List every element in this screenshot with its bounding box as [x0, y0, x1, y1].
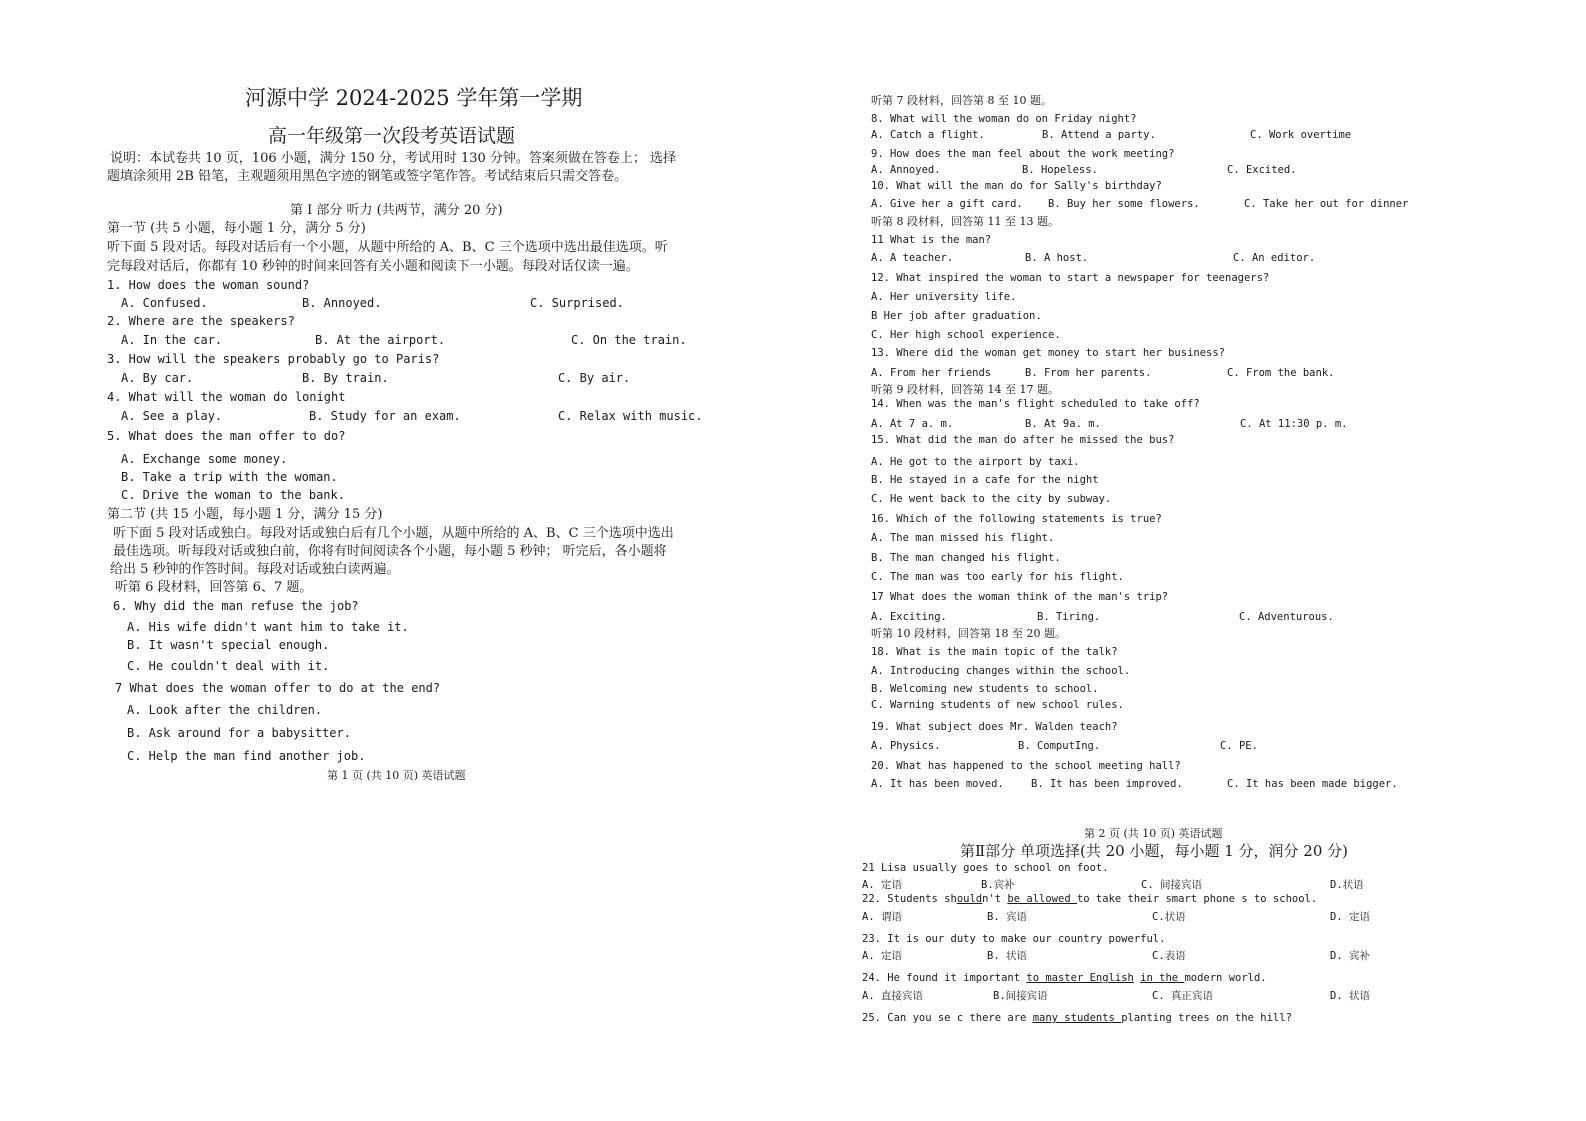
q15-option-a: A. He got to the airport by taxi.: [871, 456, 1080, 468]
question-3: 3. How will the speakers probably go to Paris?: [107, 352, 440, 366]
question-1: 1. How does the woman sound?: [107, 278, 310, 292]
q19-option-c: C. PE.: [1220, 740, 1258, 752]
q7-option-c: C. Help the man find another job.: [127, 749, 366, 763]
question-17: 17 What does the woman think of the man's trip?: [871, 591, 1169, 603]
q2-option-a: A. In the car.: [121, 333, 223, 347]
q22-underline-1: ould: [956, 893, 983, 905]
q12-option-c: C. Her high school experience.: [871, 329, 1061, 341]
q24-underline-1: to master English: [1026, 972, 1134, 984]
part1-heading: 第 I 部分 听力 (共两节，满分 20 分): [290, 203, 503, 218]
q18-option-b: B. Welcoming new students to school.: [871, 683, 1099, 695]
q22-option-b: B. 宾语: [987, 911, 1027, 923]
question-11: 11 What is the man?: [871, 234, 992, 246]
q23-option-b: B. 状语: [987, 950, 1027, 962]
q10-option-c: C. Take her out for dinner: [1244, 198, 1409, 210]
q21-option-a: A. 定语: [862, 879, 902, 891]
q8-option-c: C. Work overtime: [1250, 129, 1352, 141]
q13-option-a: A. From her friends: [871, 367, 992, 379]
material-6-label: 听第 6 段材料，回答第 6、7 题。: [115, 580, 313, 595]
q22-option-c: C.状语: [1152, 911, 1186, 923]
q21-option-b: B.宾补: [981, 879, 1015, 891]
question-4: 4. What will the woman do lonight: [107, 390, 346, 404]
page-title: 河源中学 2024-2025 学年第一学期: [245, 86, 583, 110]
q11-option-a: A. A teacher.: [871, 252, 954, 264]
section1-heading: 第一节 (共 5 小题，每小题 1 分，满分 5 分): [107, 221, 366, 236]
question-8: 8. What will the woman do on Friday night?: [871, 113, 1137, 125]
q1-option-a: A. Confused.: [121, 296, 208, 310]
question-7: 7 What does the woman offer to do at the end?: [115, 681, 441, 695]
question-18: 18. What is the main topic of the talk?: [871, 646, 1118, 658]
q1-option-b: B. Annoyed.: [302, 296, 382, 310]
q18-option-c: C. Warning students of new school rules.: [871, 699, 1124, 711]
q24-underline-2: in the: [1140, 972, 1185, 984]
q24-option-b: B.间接宾语: [993, 990, 1048, 1002]
q6-option-c: C. He couldn't deal with it.: [127, 659, 330, 673]
q23-option-a: A. 定语: [862, 950, 902, 962]
question-2: 2. Where are the speakers?: [107, 314, 295, 328]
q22-text-end: to take their smart phone s to school.: [1076, 893, 1318, 905]
q12-option-b: B Her job after graduation.: [871, 310, 1042, 322]
question-20: 20. What has happened to the school meeting hall?: [871, 760, 1181, 772]
q12-option-a: A. Her university life.: [871, 291, 1017, 303]
instructions-line-1: 说明：本试卷共 10 页，106 小题，满分 150 分，考试用时 130 分钟。答案须做在答卷上； 选择: [110, 151, 677, 166]
q19-option-b: B. ComputIng.: [1018, 740, 1101, 752]
q22-option-d: D. 定语: [1330, 911, 1370, 923]
q4-option-c: C. Relax with music.: [558, 409, 703, 423]
q7-option-a: A. Look after the children.: [127, 703, 323, 717]
q7-option-b: B. Ask around for a babysitter.: [127, 726, 351, 740]
q25-text-start: 25. Can you se c there are: [862, 1012, 1033, 1024]
q17-option-c: C. Adventurous.: [1239, 611, 1334, 623]
question-24: [862, 972, 1267, 984]
q3-option-c: C. By air.: [558, 371, 631, 385]
q8-option-b: B. Attend a party.: [1042, 129, 1156, 141]
page-1-footer: 第 1 页 (共 10 页) 英语试题: [327, 769, 466, 782]
q9-option-c: C. Excited.: [1227, 164, 1297, 176]
q25-text-end: planting trees on the hill?: [1121, 1012, 1292, 1024]
question-22: [862, 893, 1317, 905]
question-13: 13. Where did the woman get money to start her business?: [871, 347, 1226, 359]
q4-option-b: B. Study for an exam.: [309, 409, 461, 423]
q18-option-a: A. Introducing changes within the school.: [871, 665, 1131, 677]
question-14: 14. When was the man's flight scheduled to take off?: [871, 398, 1200, 410]
q5-option-a: A. Exchange some money.: [121, 452, 288, 466]
section1-instructions-1: 听下面 5 段对话。每段对话后有一个小题，从题中所给的 A、B、C 三个选项中选出最佳选项。听: [107, 240, 668, 255]
q20-option-c: C. It has been made bigger.: [1227, 778, 1398, 790]
q16-option-c: C. The man was too early for his flight.: [871, 571, 1124, 583]
q24-text-end: modern world.: [1184, 972, 1267, 984]
question-6: 6. Why did the man refuse the job?: [113, 599, 359, 613]
question-21: 21 Lisa usually goes to school on foot.: [862, 862, 1109, 874]
question-23: 23. It is our duty to make our country powerful.: [862, 933, 1166, 945]
q17-option-a: A. Exciting.: [871, 611, 947, 623]
q25-underline: many students: [1032, 1012, 1122, 1024]
q17-option-b: B. Tiring.: [1037, 611, 1101, 623]
q16-option-b: B. The man changed his flight.: [871, 552, 1061, 564]
q16-option-a: A. The man missed his flight.: [871, 532, 1055, 544]
q22-option-a: A. 谓语: [862, 911, 902, 923]
q20-option-b: B. It has been improved.: [1031, 778, 1183, 790]
q24-option-d: D. 状语: [1330, 990, 1370, 1002]
question-12: 12. What inspired the woman to start a newspaper for teenagers?: [871, 272, 1270, 284]
part2-heading: 第Ⅱ部分 单项选择(共 20 小题，每小题 1 分，润分 20 分): [960, 842, 1348, 860]
q10-option-a: A. Give her a gift card.: [871, 198, 1023, 210]
q9-option-b: B. Hopeless.: [1022, 164, 1098, 176]
q1-option-c: C. Surprised.: [530, 296, 624, 310]
q5-option-c: C. Drive the woman to the bank.: [121, 488, 345, 502]
q10-option-b: B. Buy her some flowers.: [1048, 198, 1200, 210]
exam-subtitle: 高一年级第一次段考英语试题: [268, 125, 516, 147]
q11-option-c: C. An editor.: [1233, 252, 1316, 264]
q22-underline-2: be allowed: [1007, 893, 1077, 905]
q24-text-start: 24. He found it important: [862, 972, 1027, 984]
question-10: 10. What will the man do for Sally's birthday?: [871, 180, 1162, 192]
q15-option-b: B. He stayed in a cafe for the night: [871, 474, 1099, 486]
q4-option-a: A. See a play.: [121, 409, 223, 423]
question-5: 5. What does the man offer to do?: [107, 429, 346, 443]
q14-option-a: A. At 7 a. m.: [871, 418, 954, 430]
q6-option-a: A. His wife didn't want him to take it.: [127, 620, 409, 634]
material-7-label: 听第 7 段材料，回答第 8 至 10 题。: [871, 94, 1052, 107]
material-10-label: 听第 10 段材料，回答第 18 至 20 题。: [871, 627, 1066, 640]
q23-option-d: D. 宾补: [1330, 950, 1370, 962]
q20-option-a: A. It has been moved.: [871, 778, 1004, 790]
q9-option-a: A. Annoyed.: [871, 164, 941, 176]
question-19: 19. What subject does Mr. Walden teach?: [871, 721, 1118, 733]
page-2-footer: 第 2 页 (共 10 页) 英语试题: [1084, 827, 1223, 840]
question-15: 15. What did the man do after he missed the bus?: [871, 434, 1175, 446]
q24-option-a: A. 直接宾语: [862, 990, 923, 1002]
q21-option-c: C. 间接宾语: [1141, 879, 1202, 891]
material-8-label: 听第 8 段材料，回答第 11 至 13 题。: [871, 215, 1059, 228]
q22-text-start: 22. Students sh: [862, 893, 957, 905]
section2-instructions-3: 给出 5 秒钟的作答时间。每段对话或独白读两遍。: [110, 562, 400, 577]
question-9: 9. How does the man feel about the work meeting?: [871, 148, 1175, 160]
q19-option-a: A. Physics.: [871, 740, 941, 752]
question-16: 16. Which of the following statements is true?: [871, 513, 1162, 525]
q14-option-c: C. At 11:30 p. m.: [1240, 418, 1348, 430]
q21-option-d: D.状语: [1330, 879, 1364, 891]
section2-heading: 第二节 (共 15 小题，每小题 1 分，满分 15 分): [107, 507, 383, 522]
q5-option-b: B. Take a trip with the woman.: [121, 470, 338, 484]
q11-option-b: B. A host.: [1025, 252, 1089, 264]
material-9-label: 听第 9 段材料，回答第 14 至 17 题。: [871, 383, 1059, 396]
q6-option-b: B. It wasn't special enough.: [127, 638, 330, 652]
q8-option-a: A. Catch a flight.: [871, 129, 985, 141]
q2-option-c: C. On the train.: [571, 333, 687, 347]
section1-instructions-2: 完每段对话后，你都有 10 秒钟的时间来回答有关小题和阅读下一小题。每段对话仅读一遍。: [107, 259, 639, 274]
q14-option-b: B. At 9a. m.: [1025, 418, 1101, 430]
q3-option-b: B. By train.: [302, 371, 389, 385]
q13-option-c: C. From the bank.: [1227, 367, 1335, 379]
q23-option-c: C.表语: [1152, 950, 1186, 962]
q13-option-b: B. From her parents.: [1025, 367, 1152, 379]
q3-option-a: A. By car.: [121, 371, 194, 385]
q22-text-mid: n't: [982, 893, 1008, 905]
question-25: [862, 1012, 1292, 1024]
q15-option-c: C. He went back to the city by subway.: [871, 493, 1112, 505]
section2-instructions-2: 最佳选项。听每段对话或独白前，你将有时间阅读各个小题，每小题 5 秒钟； 听完后，各小题将: [113, 544, 667, 559]
q2-option-b: B. At the airport.: [315, 333, 446, 347]
instructions-line-2: 题填涂须用 2B 铅笔，主观题须用黑色字迹的钢笔或签字笔作答。考试结束后只需交答卷。: [107, 169, 628, 184]
q24-option-c: C. 真正宾语: [1152, 990, 1213, 1002]
section2-instructions-1: 听下面 5 段对话或独白。每段对话或独白后有几个小题，从题中所给的 A、B、C 三个选项中选出: [113, 526, 674, 541]
